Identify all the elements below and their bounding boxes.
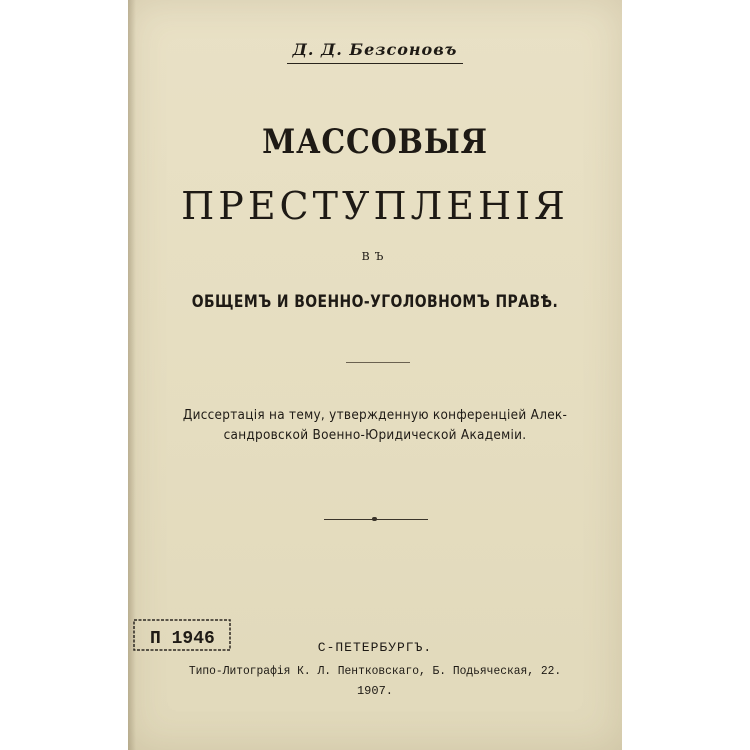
title-page [128,0,622,750]
title-line-1: МАССОВЫЯ [262,122,488,162]
ornament-dot [372,517,377,521]
divider-rule [346,362,410,363]
subtitle: ОБЩЕМЪ И ВОЕННО-УГОЛОВНОМЪ ПРАВѢ. [191,292,559,312]
description-line-1: Диссертація на тему, утвержденную конференціей Алек- [182,408,568,423]
imprint-printer: Типо-Литографія К. Л. Пентковскаго, Б. Подьяческая, 22. [188,664,562,678]
title-line-2: ПРЕСТУПЛЕНІЯ [181,184,569,228]
title-preposition: ВЪ [361,250,389,263]
stamp-number: П 1946 [150,629,215,649]
description-line-2: сандровской Военно-Юридической Академіи. [223,428,527,443]
author-block [128,40,622,64]
author-name: Д. Д. Безсоновъ [287,40,464,64]
imprint-city: С-ПЕТЕРБУРГЪ. [317,640,433,655]
imprint-year: 1907. [356,684,393,698]
